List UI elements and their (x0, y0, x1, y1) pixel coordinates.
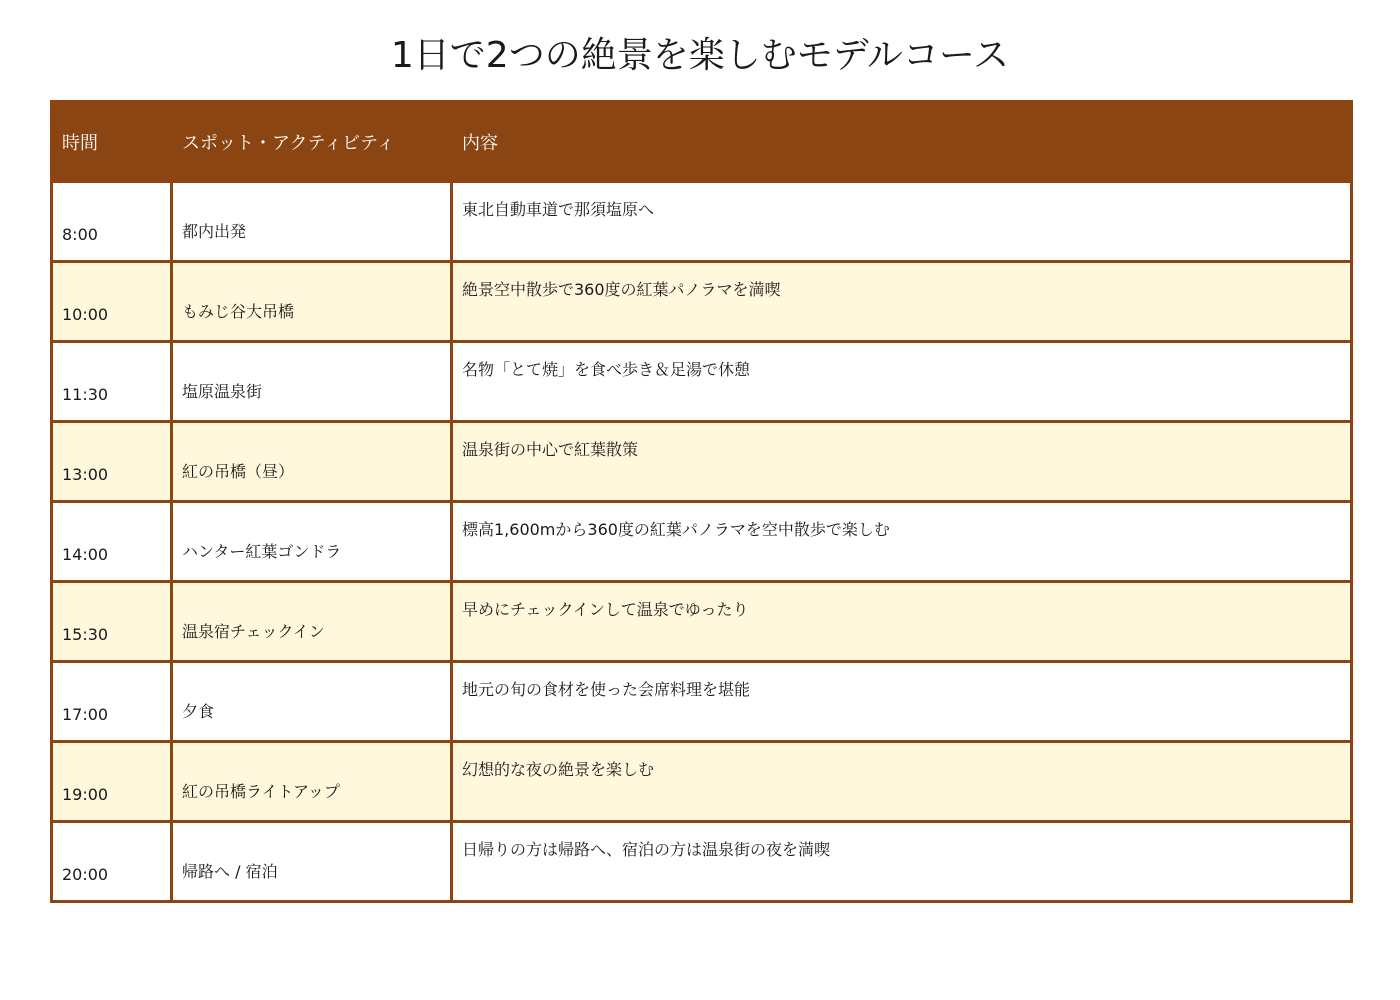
schedule-table (50, 100, 1353, 903)
table-row (52, 262, 1352, 342)
spot-cell (172, 342, 452, 422)
description-text: 温泉街の中心で紅葉散策 (462, 440, 639, 459)
spot-text: 紅の吊橋（昼） (182, 462, 295, 481)
description-cell (452, 662, 1352, 742)
time-text: 10:00 (62, 305, 109, 324)
time-text: 13:00 (62, 465, 109, 484)
time-cell (52, 742, 172, 822)
description-cell (452, 422, 1352, 502)
time-text: 11:30 (62, 385, 109, 404)
table-row (52, 582, 1352, 662)
table-row (52, 422, 1352, 502)
spot-cell (172, 662, 452, 742)
table-row (52, 822, 1352, 902)
description-text: 幻想的な夜の絶景を楽しむ (462, 760, 655, 779)
spot-cell (172, 822, 452, 902)
time-cell (52, 422, 172, 502)
spot-text: もみじ谷大吊橋 (182, 302, 295, 321)
description-cell (452, 182, 1352, 262)
description-cell (452, 342, 1352, 422)
column-header-time: 時間 (52, 102, 172, 182)
description-text: 標高1,600mから360度の紅葉パノラマを空中散歩で楽しむ (462, 520, 890, 539)
time-cell (52, 662, 172, 742)
column-header-spot: スポット・アクティビティ (172, 102, 452, 182)
spot-text: ハンター紅葉ゴンドラ (182, 542, 342, 561)
table-row (52, 662, 1352, 742)
spot-cell (172, 742, 452, 822)
spot-cell (172, 422, 452, 502)
description-cell (452, 262, 1352, 342)
time-cell (52, 182, 172, 262)
time-cell (52, 262, 172, 342)
time-cell (52, 582, 172, 662)
spot-cell (172, 262, 452, 342)
time-text: 15:30 (62, 625, 109, 644)
table-row (52, 742, 1352, 822)
description-cell (452, 822, 1352, 902)
time-text: 14:00 (62, 545, 109, 564)
time-text: 20:00 (62, 865, 109, 884)
spot-text: 紅の吊橋ライトアップ (182, 782, 340, 801)
time-text: 19:00 (62, 785, 109, 804)
page-title: 1日で2つの絶景を楽しむモデルコース (390, 35, 1010, 76)
spot-text: 帰路へ / 宿泊 (182, 862, 278, 881)
column-header-description: 内容 (452, 102, 1352, 182)
spot-text: 夕食 (182, 702, 215, 721)
time-text: 17:00 (62, 705, 109, 724)
table-row (52, 182, 1352, 262)
description-cell (452, 582, 1352, 662)
table-row (52, 502, 1352, 582)
description-text: 早めにチェックインして温泉でゆったり (462, 600, 749, 619)
table-row (52, 342, 1352, 422)
time-cell (52, 822, 172, 902)
description-text: 絶景空中散歩で360度の紅葉パノラマを満喫 (462, 280, 781, 299)
description-text: 日帰りの方は帰路へ、宿泊の方は温泉街の夜を満喫 (462, 840, 831, 859)
time-cell (52, 342, 172, 422)
spot-cell (172, 182, 452, 262)
time-text: 8:00 (62, 225, 98, 244)
description-text: 名物「とて焼」を食べ歩き＆足湯で休憩 (462, 360, 751, 379)
description-text: 地元の旬の食材を使った会席料理を堪能 (462, 680, 751, 699)
description-cell (452, 742, 1352, 822)
description-text: 東北自動車道で那須塩原へ (462, 200, 655, 219)
table-header-row (52, 102, 1352, 182)
description-cell (452, 502, 1352, 582)
spot-text: 温泉宿チェックイン (182, 622, 325, 641)
spot-text: 都内出発 (182, 222, 247, 241)
spot-cell (172, 502, 452, 582)
time-cell (52, 502, 172, 582)
spot-cell (172, 582, 452, 662)
spot-text: 塩原温泉街 (182, 382, 263, 401)
